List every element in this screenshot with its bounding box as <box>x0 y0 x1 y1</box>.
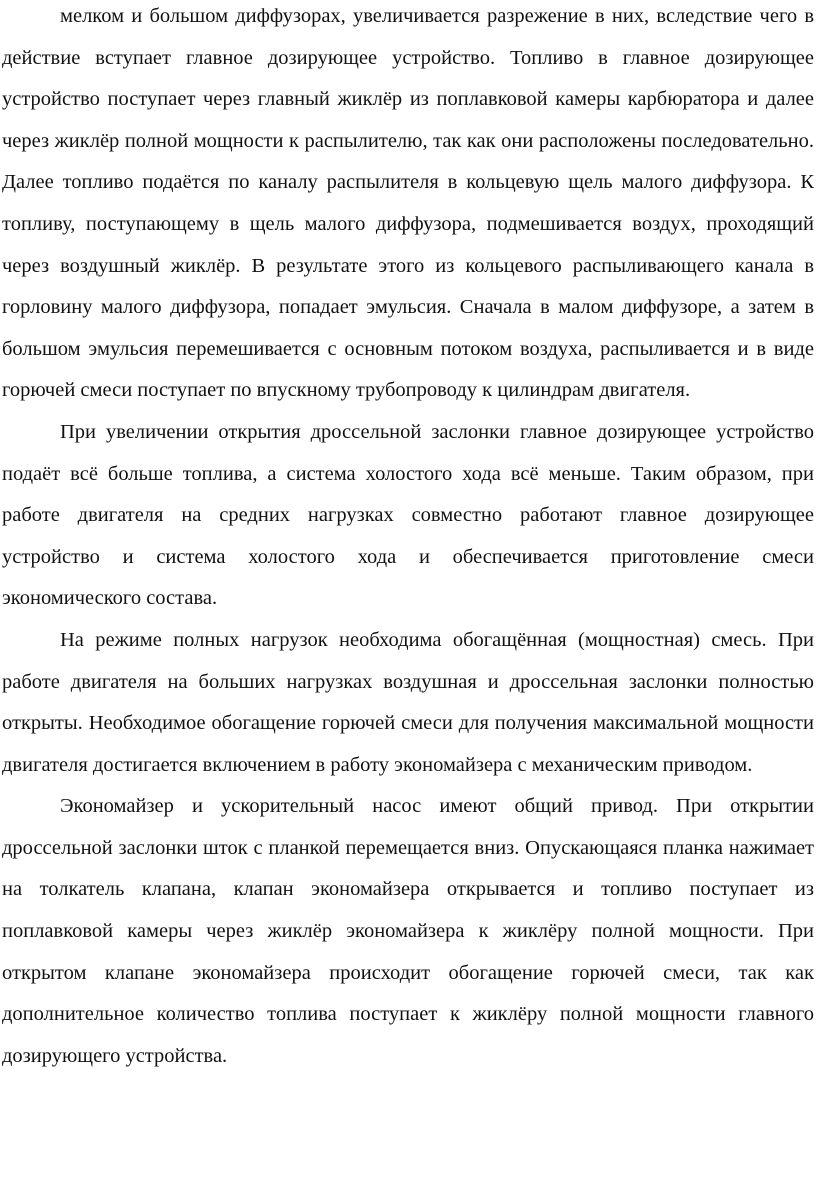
paragraph-carburetor-main-system: мелком и большом диффузорах, увеличивается разрежение в них, вследствие чего в действие вступает главное дозирующее устройство. Топливо в главное дозирующее устройство поступает через главный жиклёр из поплавковой камеры карбюратора и далее через жиклёр полной мощности к распылителю, так как они расположены последовательно. Далее топливо подаётся по каналу распылителя в кольцевую щель малого диффузора. К топливу, поступающему в щель малого диффузора, подмешивается воздух, проходящий через воздушный жиклёр. В результате этого из кольцевого распыливающего канала в горловину малого диффузора, попадает эмульсия. Сначала в малом диффузоре, а затем в большом эмульсия перемешивается с основным потоком воздуха, распыливается и в виде горючей смеси поступает по впускному трубопроводу к цилиндрам двигателя. <box>2 5 814 402</box>
paragraph-economizer: Экономайзер и ускорительный насос имеют общий привод. При открытии дроссельной заслонки шток с планкой перемещается вниз. Опускающаяся планка нажимает на толкатель клапана, клапан экономайзера открывается и топливо поступает из поплавковой камеры через жиклёр экономайзера к жиклёру полной мощности. При открытом клапане экономайзера происходит обогащение горючей смеси, так как дополнительное количество топлива поступает к жиклёру полной мощности главного дозирующего устройства. <box>2 795 814 1067</box>
paragraph-full-load: На режиме полных нагрузок необходима обогащённая (мощностная) смесь. При работе двигателя на больших нагрузках воздушная и дроссельная заслонки полностью открыты. Необходимое обогащение горючей смеси для получения максимальной мощности двигателя достигается включением в работу экономайзера с механическим приводом. <box>2 628 814 776</box>
paragraph-throttle-opening: При увеличении открытия дроссельной заслонки главное дозирующее устройство подаёт всё больше топлива, а система холостого хода всё меньше. Таким образом, при работе двигателя на средних нагрузках совместно работают главное дозирующее устройство и система холостого хода и обеспечивается приготовление смеси экономического состава. <box>2 420 814 610</box>
